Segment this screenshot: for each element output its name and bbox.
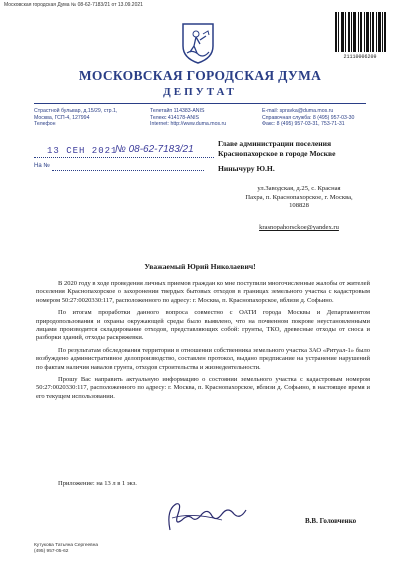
address-line: Москва, ГСП-4, 127994 [34,114,90,121]
barcode-icon [334,12,386,52]
org-subtitle: ДЕПУТАТ [163,86,237,98]
header-divider [34,103,366,104]
address-right [262,108,382,128]
barcode-number: 21110006209 [343,54,377,60]
executor-line: (495) 957-05-62 [34,549,69,554]
org-name: МОСКОВСКАЯ ГОРОДСКАЯ ДУМА [78,68,322,83]
address-line: Телетайп 114383-ANIS [150,108,205,114]
executor-info [34,543,98,555]
outgoing-number: № 08-62-7183/21 [115,144,194,155]
body-paragraph: Прошу Вас направить актуальную информацию о состоянии земельного участка с кадастровым номером 50:27:0020330:117, расположенного по адресу: г. Москва, п. Краснопахорское, вблизи д. Софьино, в настоящее время и его текущем использовании. [36,376,370,400]
address-mid [150,108,260,128]
recipient-email-link[interactable]: krasnopahorsckoe@yandex.ru [259,224,339,231]
address-line: Телефон [34,121,56,128]
letter-body [36,280,370,405]
signer-name: В.В. Головченко [305,517,357,525]
recipient-line: Нинычуру Ю.Н. [218,164,275,174]
address-line: ул.Заводская, д.25, с. Красная [257,185,341,192]
body-paragraph: В 2020 году в ходе проведения личных приемов граждан ко мне поступили многочисленные жалобы от жителей поселения Краснопахорское о захоронении твердых бытовых отходов в границах земельного участка с кадастровым номером 50:27:0020330:117, расположенного по адресу: г. Москва, п. Краснопахорское, вблизи д. Софьино. [36,280,371,304]
handwritten-signature-icon [162,500,248,534]
ref-label: На № [34,163,50,169]
recipient-address [218,185,380,211]
recipient-line: Краснопахорское в городе Москве [218,148,336,158]
address-line: Факс: 8 (495) 957-03-31, 753-71-31 [262,121,345,128]
ref-number-line [52,163,204,171]
greeting: Уважаемый Юрий Николаевич! [144,262,256,271]
address-line: Справочная служба: 8 (495) 957-03-30 [262,114,355,121]
recipient-line: Главе администрации поселения [218,139,332,148]
address-line: Страстной бульвар, д.15/29, стр.1, [34,108,118,114]
attachment-note: Приложение: на 13 л в 1 экз. [58,480,137,487]
address-line: E-mail: spravka@duma.mos.ru [262,108,334,114]
recipient-block [218,139,388,174]
body-paragraph: По результатам обследования территории в отношении собственника земельного участка ЗАО «Ритуал-1» было возбуждено административное делопроизводство, составлен протокол, выдано предписание на устранение нарушений по фактам наличия навалов грунта, отходов строительства и жизнедеятельности. [36,346,370,371]
address-line: Internet: http://www.duma.mos.ru [150,121,227,128]
moscow-coat-of-arms-icon [181,22,215,64]
date-stamp: 13 СЕН 2021 [47,146,118,156]
address-line: Телекс 414178-ANIS [150,114,200,121]
address-left [34,108,144,128]
executor-line: Кутукова Татьяна Сергеевна [34,543,99,548]
registration-strip: Московская городская Дума № 08-62-7183/21 от 13.09.2021 [4,2,143,8]
address-line: 108828 [289,202,309,210]
address-line: Пахра, п. Краснопахорское, г. Москва, [245,193,353,201]
body-paragraph: По итогам проработки данного вопроса совместно с ОАТИ города Москвы и Департаментом природопользования и охраны окружающей среды было выявлено, что на почвенном покрове неустановленными лицами производится складирование отходов, представляющих собой: грунты, ТКО, древесные отходы от сноса и разборки зданий, отходы раскряжевки. [36,309,370,342]
